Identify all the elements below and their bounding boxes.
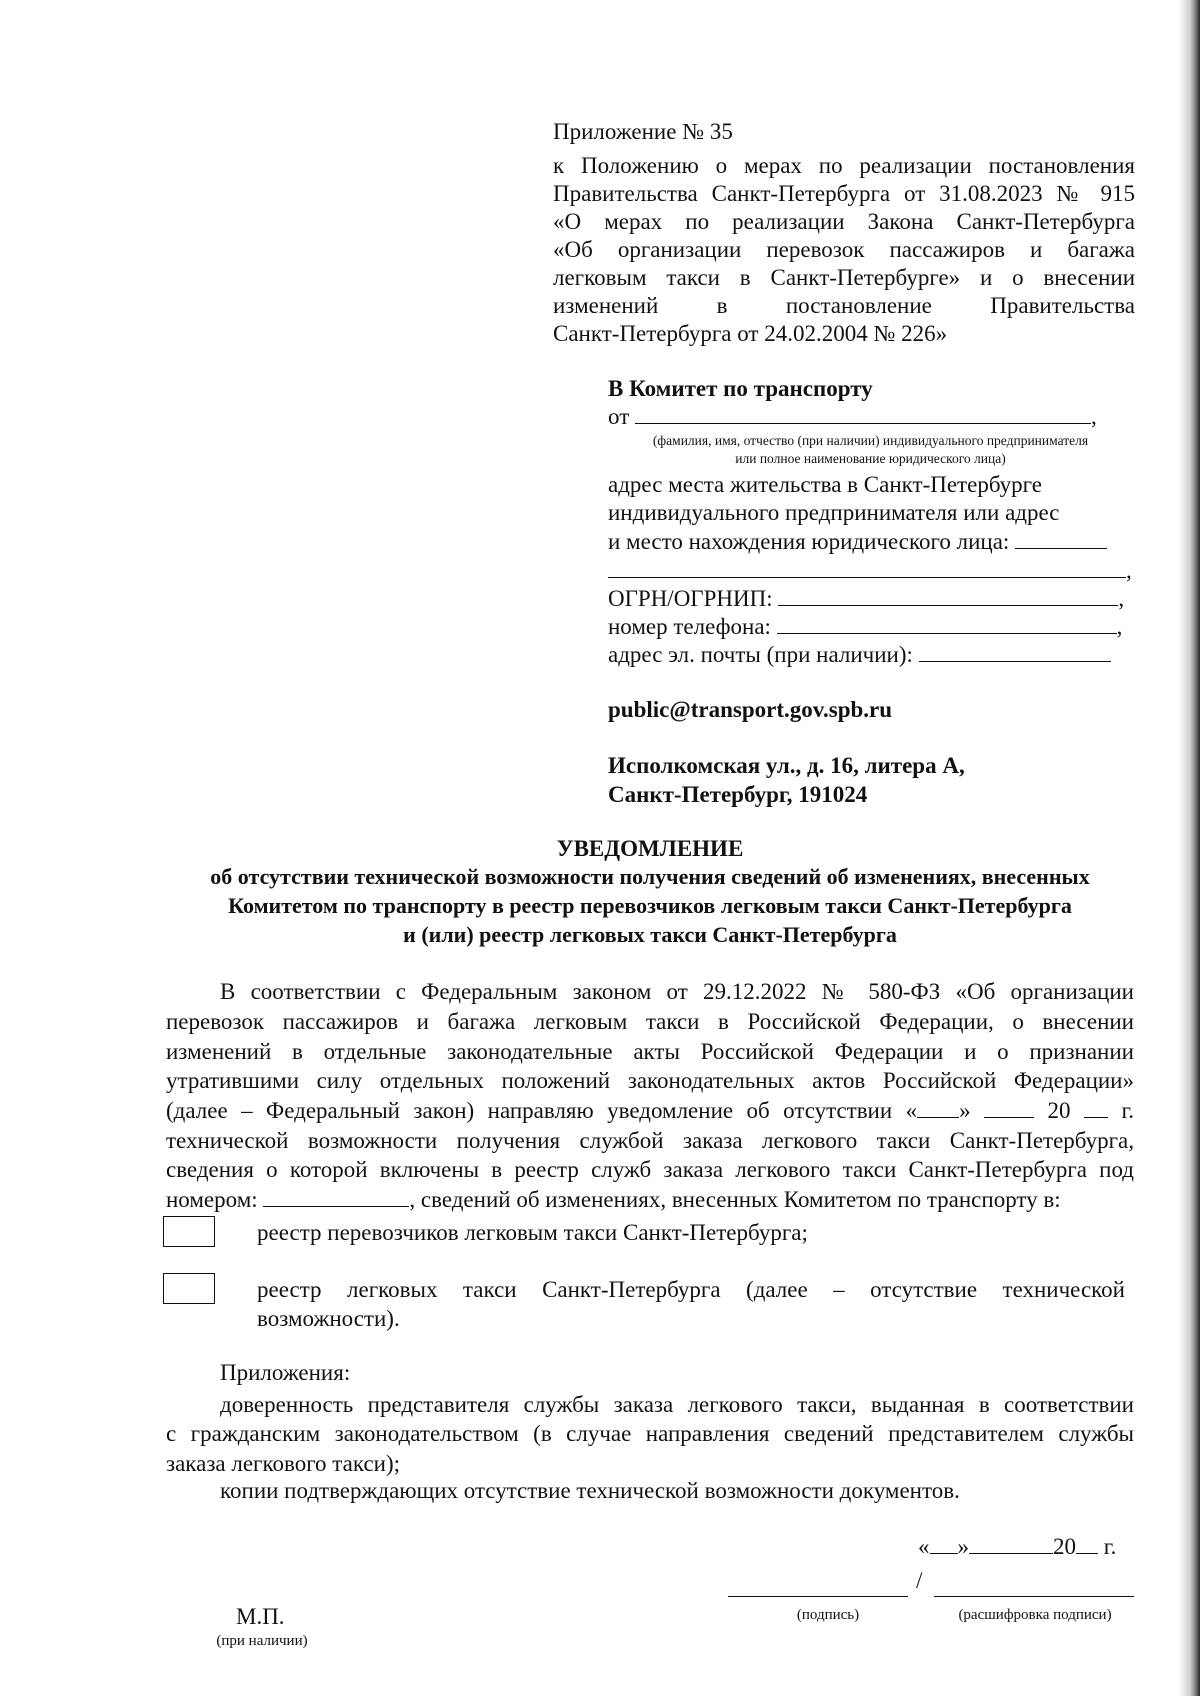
email-label: адрес эл. почты (при наличии): xyxy=(608,642,913,667)
address-line-2: индивидуального предпринимателя или адрес xyxy=(608,500,1060,525)
notice-subtitle-3: и (или) реестр легковых такси Санкт-Петербурга xyxy=(403,922,897,947)
appendix-number: Приложение № 35 xyxy=(553,119,733,144)
ogrn-field[interactable] xyxy=(778,585,1118,606)
date-day-field[interactable] xyxy=(930,1533,958,1554)
email-field[interactable] xyxy=(919,641,1111,662)
option-taxi-registry-line-1: реестр легковых такси Санкт-Петербурга (далее – отсутствие технической xyxy=(257,1277,1125,1302)
signature-slash: / xyxy=(916,1568,923,1593)
option-taxi-registry-line-2: возможности). xyxy=(257,1306,400,1331)
email-row xyxy=(608,641,1111,668)
stamp-label: М.П. xyxy=(236,1604,285,1629)
notice-month-field[interactable] xyxy=(984,1097,1034,1118)
from-hint-2: или полное наименование юридического лица) xyxy=(735,451,1006,466)
address-field-2[interactable] xyxy=(608,557,1126,578)
appendix-line-5: легковым такси в Санкт-Петербурге» и о внесении xyxy=(553,265,1135,290)
attachment-2: копии подтверждающих отсутствие технической возможности документов. xyxy=(220,1478,960,1503)
attachment-1-line-3: заказа легкового такси); xyxy=(166,1451,401,1476)
body-line-4: утратившими силу отдельных положений законодательных актов Российской Федерации» xyxy=(166,1068,1134,1093)
body-line-5: (далее – Федеральный закон) направляю уведомление об отсутствии « » 20 г. xyxy=(166,1098,1135,1123)
from-field[interactable] xyxy=(635,403,1091,424)
address-field-1[interactable] xyxy=(1015,528,1107,549)
checkbox-carriers-registry[interactable] xyxy=(163,1216,215,1247)
address-label: и место нахождения юридического лица: xyxy=(608,529,1010,554)
committee-address-2: Санкт-Петербург, 191024 xyxy=(608,782,868,807)
signature-decode-hint: (расшифровка подписи) xyxy=(958,1607,1112,1623)
notice-day-field[interactable] xyxy=(917,1097,959,1118)
notice-subtitle-1: об отсутствии технической возможности получения сведений об изменениях, внесенных xyxy=(210,864,1090,889)
checkbox-taxi-registry[interactable] xyxy=(163,1273,215,1304)
addressee-title: В Комитет по транспорту xyxy=(608,376,873,401)
from-row: от , xyxy=(608,404,1097,429)
body-line-6: технической возможности получения службой заказа легкового такси Санкт-Петербурга, xyxy=(166,1128,1134,1153)
date-month-field[interactable] xyxy=(969,1533,1053,1554)
option-carriers-registry: реестр перевозчиков легковым такси Санкт-Петербурга; xyxy=(257,1220,808,1245)
notice-year-field[interactable] xyxy=(1084,1097,1108,1118)
body-line-1: В соответствии с Федеральным законом от 29.12.2022 № 580-ФЗ «Об организации xyxy=(220,979,1134,1004)
appendix-line-2: Правительства Санкт-Петербурга от 31.08.2023 № 915 xyxy=(553,181,1135,206)
appendix-line-3: «О мерах по реализации Закона Санкт-Петербурга xyxy=(553,209,1135,234)
ogrn-row: ОГРН/ОГРНИП: , xyxy=(608,586,1125,611)
appendix-line-1: к Положению о мерах по реализации постановления xyxy=(553,153,1135,178)
address-line-3 xyxy=(608,528,1107,555)
phone-field[interactable] xyxy=(777,613,1117,634)
signature-decode-field[interactable] xyxy=(934,1596,1134,1597)
notice-title: УВЕДОМЛЕНИЕ xyxy=(556,836,744,861)
date-year-field[interactable] xyxy=(1076,1533,1098,1554)
committee-address-1: Исполкомская ул., д. 16, литера А, xyxy=(608,753,965,778)
notice-subtitle-2: Комитетом по транспорту в реестр перевозчиков легковым такси Санкт-Петербурга xyxy=(228,893,1072,918)
appendix-line-4: «Об организации перевозок пассажиров и багажа xyxy=(553,237,1135,262)
signature-date: « » 20 г. xyxy=(918,1534,1117,1559)
from-label: от xyxy=(608,404,630,429)
stamp-hint: (при наличии) xyxy=(216,1633,308,1649)
ogrn-label: ОГРН/ОГРНИП: xyxy=(608,586,773,611)
phone-row: номер телефона: , xyxy=(608,614,1123,639)
signature-field[interactable] xyxy=(728,1596,908,1597)
registry-number-field[interactable] xyxy=(263,1186,409,1207)
appendix-line-7: Санкт-Петербурга от 24.02.2004 № 226» xyxy=(553,321,948,346)
committee-email: public@transport.gov.spb.ru xyxy=(608,697,893,722)
body-line-2: перевозок пассажиров и багажа легковым такси в Российской Федерации, о внесении xyxy=(166,1009,1134,1034)
phone-label: номер телефона: xyxy=(608,614,771,639)
attachments-title: Приложения: xyxy=(220,1360,351,1385)
body-line-3: изменений в отдельные законодательные акты Российской Федерации и о признании xyxy=(166,1039,1134,1064)
from-hint-1: (фамилия, имя, отчество (при наличии) индивидуального предпринимателя xyxy=(652,433,1089,448)
signature-hint: (подпись) xyxy=(796,1607,860,1623)
body-line-7: сведения о которой включены в реестр служб заказа легкового такси Санкт-Петербурга под xyxy=(166,1157,1134,1182)
address-row-2: , xyxy=(608,557,1132,584)
attachment-1-line-2: с гражданским законодательством (в случае направления сведений представителем службы xyxy=(166,1421,1134,1446)
body-line-8: номером: , сведений об изменениях, внесенных Комитетом по транспорту в: xyxy=(166,1187,1061,1212)
attachment-1-line-1: доверенность представителя службы заказа легкового такси, выданная в соответствии xyxy=(220,1392,1134,1417)
scan-edge xyxy=(1178,0,1200,1696)
address-line-1: адрес места жительства в Санкт-Петербурге xyxy=(608,472,1042,497)
appendix-line-6: изменений в постановление Правительства xyxy=(553,293,1135,318)
